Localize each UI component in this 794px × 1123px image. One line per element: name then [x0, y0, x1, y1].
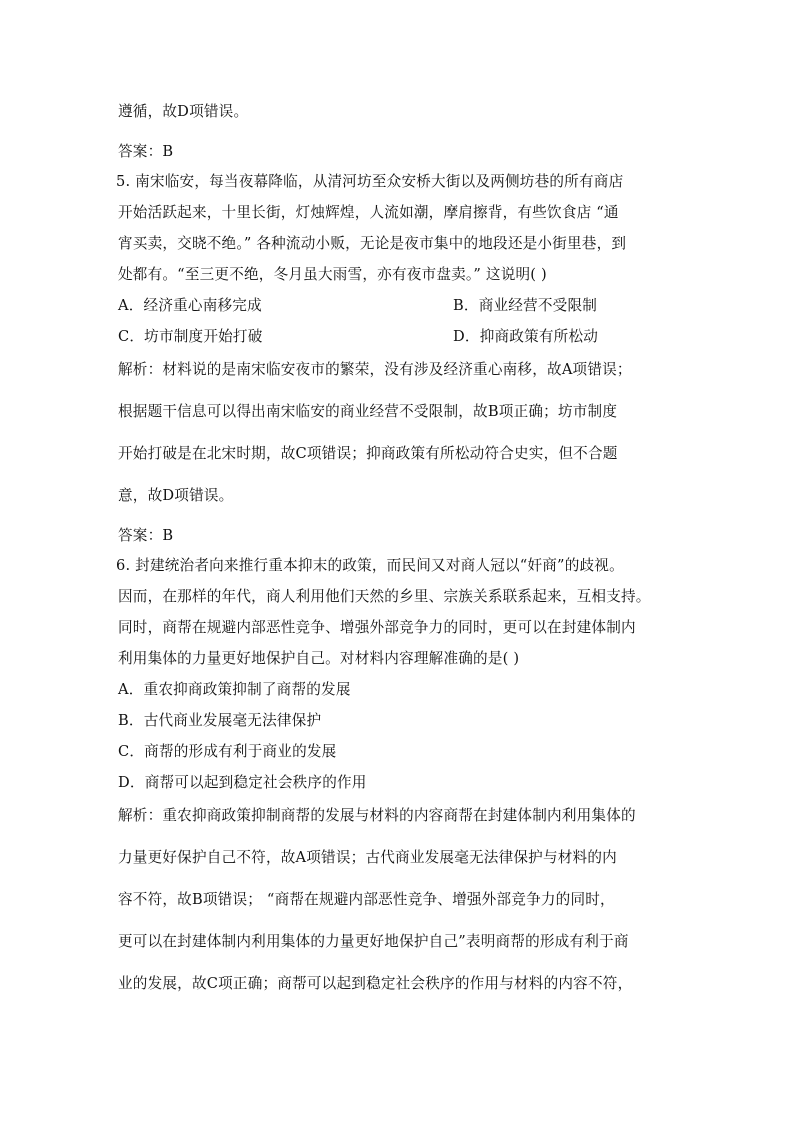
q5-option-b: B．商业经营不受限制 [453, 297, 598, 314]
analysis-continuation: 遵循，故D项错误。 [118, 103, 249, 120]
q6-stem-line-3: 同时，商帮在规避内部恶性竞争、增强外部竞争力的同时，更可以在封建体制内 [118, 619, 636, 636]
q6-analysis-line-3: 容不符，故B项错误； “商帮在规避内部恶性竞争、增强外部竞争力的同时， [118, 891, 615, 908]
q5-options-row-1 [118, 294, 678, 315]
q5-analysis-line-2: 根据题干信息可以得出南宋临安的商业经营不受限制，故B项正确；坊市制度 [118, 403, 618, 420]
q4-answer: 答案：B [118, 143, 174, 160]
q6-stem-line-4: 利用集体的力量更好地保护自己。对材料内容理解准确的是( ) [118, 650, 520, 667]
q5-analysis-line-4: 意，故D项错误。 [118, 487, 234, 504]
q6-option-a: A．重农抑商政策抑制了商帮的发展 [118, 681, 351, 698]
q5-analysis-line-1: 解析：材料说的是南宋临安夜市的繁荣，没有涉及经济重心南移，故A项错误； [118, 361, 632, 378]
q5-stem-line-3: 宵买卖，交晓不绝。” 各种流动小贩，无论是夜市集中的地段还是小街里巷，到 [118, 235, 627, 252]
q5-options-row-2 [118, 325, 678, 346]
q6-stem-line-2: 因而，在那样的年代，商人利用他们天然的乡里、宗族关系联系起来，互相支持。 [118, 588, 651, 605]
q6-analysis-line-2: 力量更好保护自己不符，故A项错误；古代商业发展毫无法律保护与材料的内 [118, 849, 617, 866]
q6-option-d: D．商帮可以起到稳定社会秩序的作用 [118, 774, 367, 791]
q6-option-b: B．古代商业发展毫无法律保护 [118, 712, 322, 729]
q6-analysis-line-4: 更可以在封建体制内利用集体的力量更好地保护自己”表明商帮的形成有利于商 [118, 933, 629, 950]
q5-option-a: A．经济重心南移完成 [118, 297, 262, 314]
q5-answer: 答案：B [118, 527, 174, 544]
q5-stem-line-4: 处都有。“至三更不绝，冬月虽大雨雪，亦有夜市盘卖。” 这说明( ) [118, 266, 547, 283]
q5-stem-line-2: 开始活跃起来，十里长街，灯烛辉煌，人流如潮，摩肩擦背，有些饮食店 “通 [118, 204, 619, 221]
q6-analysis-line-5: 业的发展，故C项正确；商帮可以起到稳定社会秩序的作用与材料的内容不符， [118, 975, 633, 992]
q5-option-d: D．抑商政策有所松动 [453, 328, 599, 345]
q5-stem-line-1: 5. 南宋临安，每当夜幕降临，从清河坊至众安桥大街以及两侧坊巷的所有商店 [116, 173, 624, 190]
q6-stem-line-1: 6. 封建统治者向来推行重本抑末的政策，而民间又对商人冠以“奸商”的歧视。 [116, 557, 624, 574]
q6-option-c: C．商帮的形成有利于商业的发展 [118, 743, 337, 760]
q5-analysis-line-3: 开始打破是在北宋时期，故C项错误；抑商政策有所松动符合史实，但不合题 [118, 445, 618, 462]
q5-option-c: C．坊市制度开始打破 [118, 328, 263, 345]
q6-analysis-line-1: 解析：重农抑商政策抑制商帮的发展与材料的内容商帮在封建体制内利用集体的 [118, 807, 636, 824]
